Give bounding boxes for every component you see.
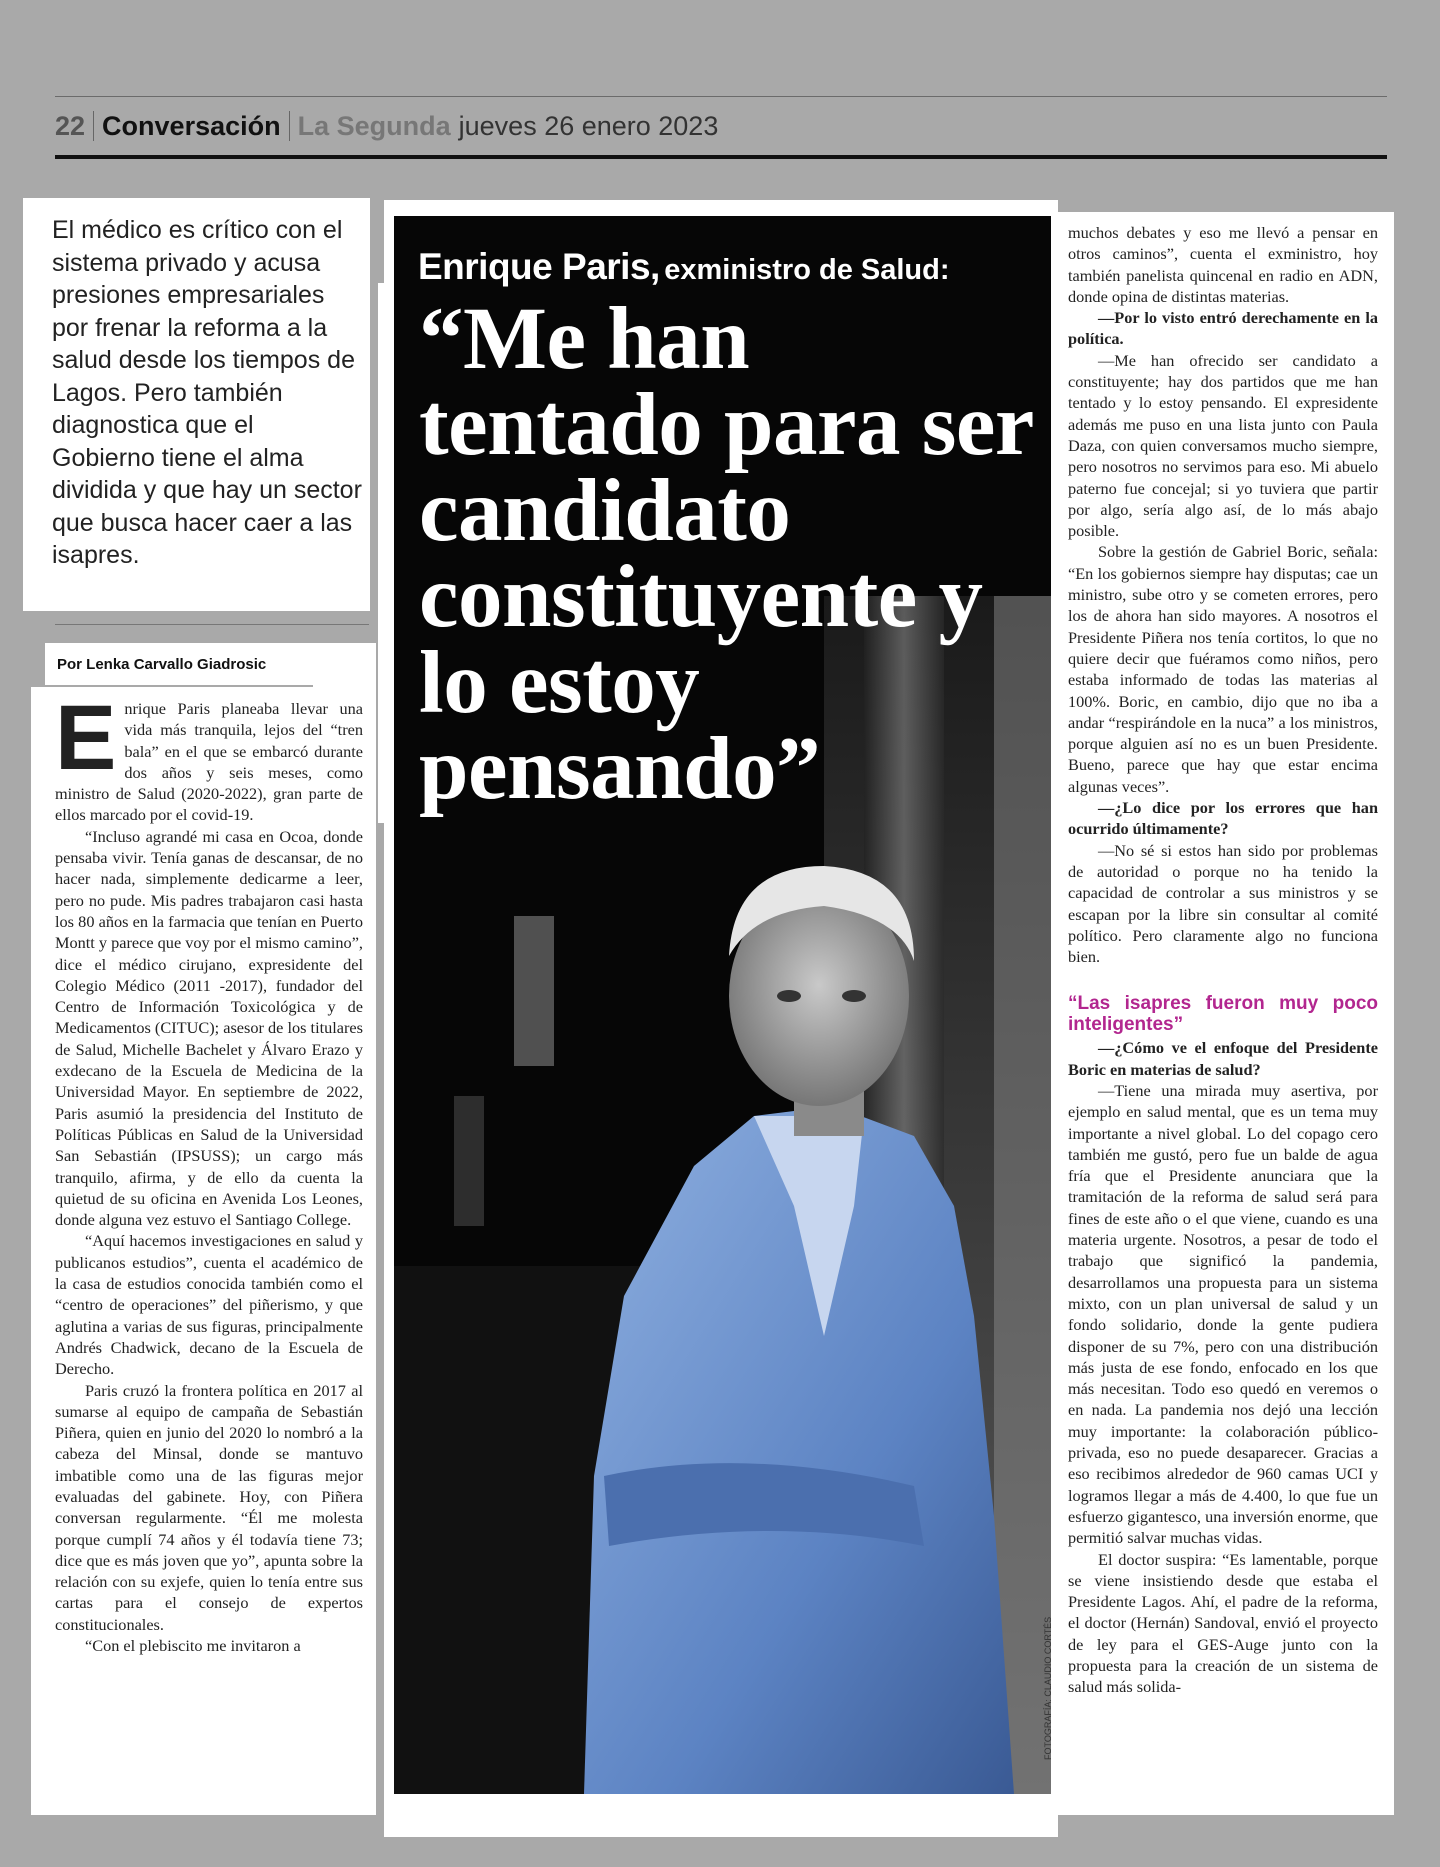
newspaper-name: La Segunda: [297, 110, 451, 141]
paragraph: “Con el plebiscito me invitaron a: [85, 1636, 301, 1656]
drop-cap: E: [55, 698, 117, 789]
deck-box: [23, 198, 370, 611]
section-name: Conversación: [94, 111, 290, 141]
paragraph: —Me han ofrecido ser candidato a constituyente; hay dos partidos que me han tentado y lo estoy pensando. El expresidente además me puso en una lista junto con Paula Daza, con quien conversamos mucho siempre, pero nosotros no servimos para eso. Mi abuelo paterno fue concejal; si yo tuviera que partir por algo, sería algo así, de lo más abajo posible.: [1068, 350, 1378, 541]
interview-question: —¿Lo dice por los errores que han ocurrido últimamente?: [1068, 798, 1378, 839]
issue-date: jueves 26 enero 2023: [458, 110, 719, 141]
paragraph: [55, 698, 363, 826]
headline-kicker: [418, 246, 950, 288]
page-number: 22: [55, 111, 94, 141]
article-deck: El médico es crítico con el sistema privado y acusa presiones empresariales por frenar la reforma a la salud desde los tiempos de Lagos. Pero también diagnostica que el Gobierno tiene el alma dividida y que hay un sector que busca hacer caer a las isapres.: [52, 216, 362, 569]
photo-credit: FOTOGRAFÍA: CLAUDIO CORTÉS: [1043, 1616, 1053, 1760]
paragraph-text: nrique Paris planeaba llevar una vida más tranquila, lejos del “tren bala” en el que se embarcó durante dos años y seis meses, como ministro de Salud (2020-2022), gran parte de ellos marcado por el covid-19.: [55, 699, 363, 825]
page-header: [55, 96, 1387, 159]
interviewee-role: exministro de Salud:: [664, 254, 950, 286]
paragraph: muchos debates y eso me llevó a pensar en otros caminos”, cuenta el exministro, hoy también panelista quincenal en radio en ADN, donde opina de distintas materias.: [1068, 223, 1378, 306]
deck-divider: [55, 624, 369, 625]
article-byline: Por Lenka Carvallo Giadrosic: [57, 656, 267, 673]
paragraph: Paris cruzó la frontera política en 2017 al sumarse al equipo de campaña de Sebastián Piñera, quien en junio del 2020 lo nombró a la cabeza del Minsal, donde se mantuvo imbatible como una de las figuras mejor evaluadas del gabinete. Hoy, con Piñera conversan regularmente. “Él me molesta porque cumplí 74 años y él todavía tiene 73; dice que es más joven que yo”, apunta sobre la relación con su exjefe, quien lo tenía entre sus cartas para el consejo de expertos constitucionales.: [55, 1380, 363, 1634]
portrait-photo: [394, 216, 1051, 1794]
paragraph: El doctor suspira: “Es lamentable, porque se viene insistiendo desde que estaba el Presidente Lagos. Ahí, el padre de la reforma, el doctor (Hernán) Sandoval, envió el proyecto de ley para el GES-Auge junto con la propuesta para la creación de un sistema de salud más solida-: [1068, 1549, 1378, 1697]
article-headline: “Me han tentado para ser candidato constituyente y lo estoy pensando”: [419, 290, 1033, 818]
paragraph: “Incluso agrandé mi casa en Ocoa, donde pensaba vivir. Tenía ganas de descansar, de no hacer nada, simplemente dedicarme a leer, pero no pude. Mis padres trabajaron casi hasta los 80 años en la farmacia que tenían en Puerto Montt y parece que voy por el mismo camino”, dice el médico cirujano, expresidente del Colegio Médico (2011 -2017), fundador del Centro de Información Toxicológica y de Medicamentos (CITUC); asesor de los titulares de Salud, Michelle Bachelet y Álvaro Erazo y exdecano de la Escuela de Medicina de la Universidad Mayor. En septiembre de 2022, Paris asumió la presidencia del Instituto de Políticas Públicas en Salud de la Universidad San Sebastián (IPSUSS); un cargo más tranquilo, afirma, y de ello da cuenta la quietud de su oficina en Avenida Los Leones, donde alguna vez estuvo el Santiago College.: [55, 826, 363, 1230]
paragraph: Sobre la gestión de Gabriel Boric, señala: “En los gobiernos siempre hay disputas; cae un ministro, sube otro y se cometen errores, pero los de ahora han sido mayores. A nosotros el Presidente Piñera nos tenía cortitos, lo que no quiere decir que fuéramos como niños, pero estaba informado de todas las materias al 100%. Boric, en cambio, dijo que no iba a andar “respirándole en la nuca” a los ministros, porque alguien así no es un buen Presidente. Bueno, parece que hay que estar encima algunas veces”.: [1068, 542, 1378, 796]
right-column-text: [1068, 222, 1378, 1812]
interview-question: —Por lo visto entró derechamente en la política.: [1068, 308, 1378, 349]
byline-box: [45, 643, 313, 685]
interviewee-name: Enrique Paris,: [418, 246, 660, 287]
paragraph: —Tiene una mirada muy asertiva, por ejemplo en salud mental, que es un tema muy importante a nivel global. Lo del copago cero también me gustó, pero fue un balde de agua fría que el Presidente anunciara que la tramitación de la reforma de salud será para fines de este año o el que viene, cuando es una materia urgente. Nosotros, a pesar de todo el trabajo que significó la pandemia, desarrollamos una propuesta para un sistema mixto, con un plan universal de salud y un fondo solidario, donde la gente pudiera disponer de su 7%, pero con una distribución más justa de ese fondo, enfocado en los que más necesitan. Todo eso quedó en veremos o en nada. La pandemia nos dejó una lección muy importante: la colaboración público-privada, eso no puede desaparecer. Gracias a eso recibimos alrededor de 960 camas UCI y logramos llegar a más de 4.400, lo que fue un esfuerzo gigantesco, una inversión enorme, que permitió salvar muchas vidas.: [1068, 1080, 1378, 1548]
paragraph: “Aquí hacemos investigaciones en salud y publicanos estudios”, cuenta el académico de la casa de estudios conocida también como el “centro de operaciones” del piñerismo, y que aglutina a varias de sus figuras, principalmente Andrés Chadwick, decano de la Escuela de Derecho.: [55, 1231, 363, 1379]
left-column-text: [55, 698, 363, 1808]
section-subhead: “Las isapres fueron muy poco inteligentes”: [1068, 993, 1378, 1036]
interview-question: —¿Cómo ve el enfoque del Presidente Boric en materias de salud?: [1068, 1038, 1378, 1079]
paragraph: —No sé si estos han sido por problemas de autoridad o porque no ha tenido la capacidad de controlar a sus ministros y se escapan por la libre sin consultar al comité político. Pero claramente algo no funciona bien.: [1068, 840, 1378, 967]
